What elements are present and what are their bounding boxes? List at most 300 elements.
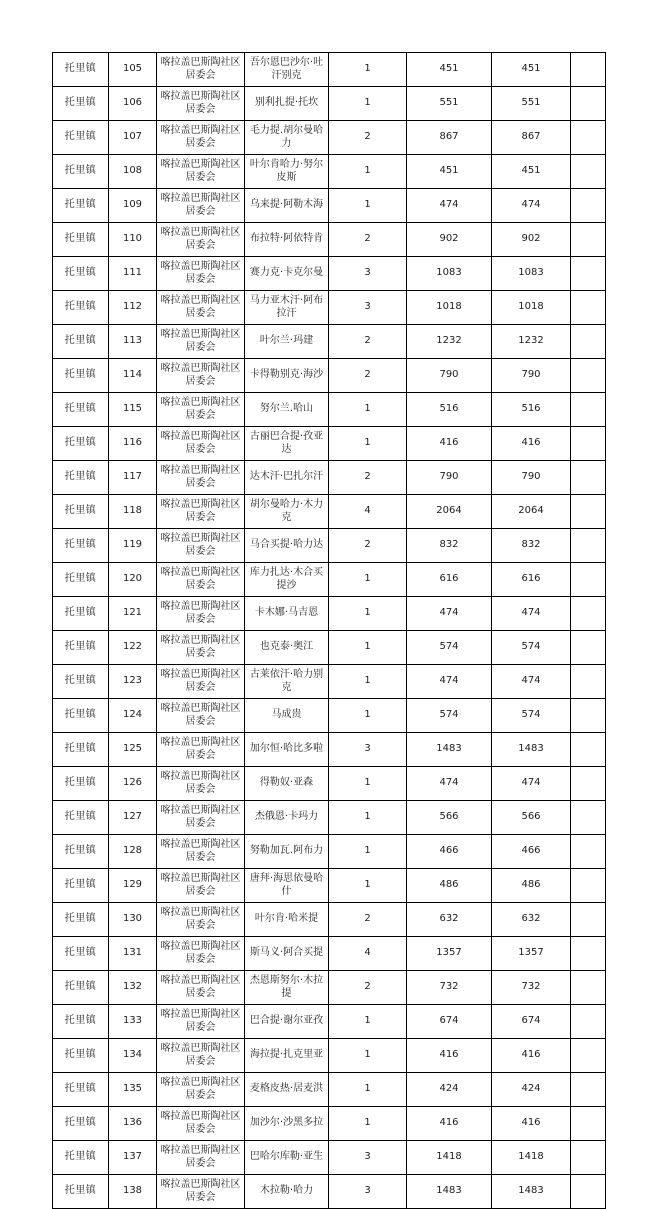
cell-remark	[571, 495, 606, 529]
cell-community: 喀拉盖巴斯陶社区居委会	[157, 869, 245, 903]
cell-amount: 674	[407, 1005, 492, 1039]
table-row	[53, 1107, 606, 1141]
cell-seq: 119	[109, 529, 157, 563]
subsidy-roster-table	[52, 52, 606, 1209]
cell-community: 喀拉盖巴斯陶社区居委会	[157, 1039, 245, 1073]
cell-town: 托里镇	[53, 359, 109, 393]
cell-remark	[571, 393, 606, 427]
cell-paid: 566	[492, 801, 571, 835]
table-row	[53, 325, 606, 359]
cell-community: 喀拉盖巴斯陶社区居委会	[157, 903, 245, 937]
cell-remark	[571, 257, 606, 291]
cell-name: 库力扎达·木合买提沙	[245, 563, 329, 597]
cell-paid: 474	[492, 767, 571, 801]
cell-amount: 474	[407, 189, 492, 223]
cell-town: 托里镇	[53, 87, 109, 121]
cell-name: 巴哈尔库勒·亚生	[245, 1141, 329, 1175]
cell-community: 喀拉盖巴斯陶社区居委会	[157, 937, 245, 971]
cell-remark	[571, 971, 606, 1005]
cell-community: 喀拉盖巴斯陶社区居委会	[157, 393, 245, 427]
cell-amount: 551	[407, 87, 492, 121]
cell-seq: 116	[109, 427, 157, 461]
cell-seq: 133	[109, 1005, 157, 1039]
cell-seq: 124	[109, 699, 157, 733]
cell-paid: 732	[492, 971, 571, 1005]
cell-seq: 128	[109, 835, 157, 869]
cell-town: 托里镇	[53, 767, 109, 801]
cell-count: 1	[329, 427, 407, 461]
cell-count: 2	[329, 325, 407, 359]
cell-town: 托里镇	[53, 529, 109, 563]
cell-remark	[571, 291, 606, 325]
cell-town: 托里镇	[53, 291, 109, 325]
cell-amount: 1083	[407, 257, 492, 291]
cell-name: 得勒奴·亚森	[245, 767, 329, 801]
cell-town: 托里镇	[53, 869, 109, 903]
cell-remark	[571, 155, 606, 189]
table-row	[53, 427, 606, 461]
cell-paid: 1357	[492, 937, 571, 971]
cell-name: 乌来提·阿勒木海	[245, 189, 329, 223]
cell-count: 4	[329, 495, 407, 529]
cell-amount: 616	[407, 563, 492, 597]
cell-count: 1	[329, 53, 407, 87]
cell-amount: 566	[407, 801, 492, 835]
cell-name: 努尔兰.哈山	[245, 393, 329, 427]
cell-count: 1	[329, 563, 407, 597]
cell-amount: 790	[407, 461, 492, 495]
cell-remark	[571, 53, 606, 87]
cell-name: 木拉勒·哈力	[245, 1175, 329, 1209]
cell-seq: 131	[109, 937, 157, 971]
table-row	[53, 529, 606, 563]
cell-paid: 790	[492, 359, 571, 393]
roster-table-container	[52, 52, 605, 1209]
cell-community: 喀拉盖巴斯陶社区居委会	[157, 733, 245, 767]
cell-paid: 1483	[492, 733, 571, 767]
cell-name: 别利扎提·托坎	[245, 87, 329, 121]
cell-community: 喀拉盖巴斯陶社区居委会	[157, 461, 245, 495]
cell-community: 喀拉盖巴斯陶社区居委会	[157, 1073, 245, 1107]
table-row	[53, 801, 606, 835]
cell-remark	[571, 1005, 606, 1039]
cell-amount: 1232	[407, 325, 492, 359]
cell-amount: 574	[407, 699, 492, 733]
cell-paid: 1418	[492, 1141, 571, 1175]
cell-seq: 109	[109, 189, 157, 223]
cell-seq: 121	[109, 597, 157, 631]
cell-paid: 867	[492, 121, 571, 155]
cell-town: 托里镇	[53, 53, 109, 87]
cell-count: 3	[329, 1141, 407, 1175]
cell-remark	[571, 1039, 606, 1073]
cell-remark	[571, 1141, 606, 1175]
cell-town: 托里镇	[53, 155, 109, 189]
cell-name: 赛力克·卡克尔曼	[245, 257, 329, 291]
cell-remark	[571, 665, 606, 699]
cell-paid: 451	[492, 155, 571, 189]
table-row	[53, 937, 606, 971]
cell-amount: 474	[407, 597, 492, 631]
cell-remark	[571, 1175, 606, 1209]
cell-seq: 118	[109, 495, 157, 529]
cell-count: 2	[329, 121, 407, 155]
cell-town: 托里镇	[53, 461, 109, 495]
cell-community: 喀拉盖巴斯陶社区居委会	[157, 189, 245, 223]
cell-community: 喀拉盖巴斯陶社区居委会	[157, 597, 245, 631]
cell-amount: 2064	[407, 495, 492, 529]
cell-town: 托里镇	[53, 1073, 109, 1107]
cell-remark	[571, 325, 606, 359]
cell-seq: 111	[109, 257, 157, 291]
table-row	[53, 53, 606, 87]
cell-amount: 732	[407, 971, 492, 1005]
cell-town: 托里镇	[53, 325, 109, 359]
table-row	[53, 1039, 606, 1073]
cell-count: 1	[329, 1073, 407, 1107]
cell-name: 卡得勒别克·海沙	[245, 359, 329, 393]
cell-name: 布拉特·阿依特肯	[245, 223, 329, 257]
cell-name: 卡木娜·马吉恩	[245, 597, 329, 631]
cell-name: 叶尔肯·哈米提	[245, 903, 329, 937]
cell-amount: 1483	[407, 733, 492, 767]
cell-count: 1	[329, 1039, 407, 1073]
cell-town: 托里镇	[53, 801, 109, 835]
cell-seq: 112	[109, 291, 157, 325]
cell-community: 喀拉盖巴斯陶社区居委会	[157, 665, 245, 699]
cell-name: 也克泰·奥江	[245, 631, 329, 665]
cell-seq: 110	[109, 223, 157, 257]
cell-seq: 115	[109, 393, 157, 427]
cell-paid: 474	[492, 665, 571, 699]
cell-paid: 902	[492, 223, 571, 257]
cell-amount: 1018	[407, 291, 492, 325]
cell-community: 喀拉盖巴斯陶社区居委会	[157, 427, 245, 461]
cell-town: 托里镇	[53, 257, 109, 291]
cell-paid: 551	[492, 87, 571, 121]
cell-seq: 135	[109, 1073, 157, 1107]
cell-name: 斯马义·阿合买提	[245, 937, 329, 971]
cell-amount: 632	[407, 903, 492, 937]
cell-count: 1	[329, 665, 407, 699]
table-row	[53, 1175, 606, 1209]
cell-paid: 574	[492, 699, 571, 733]
cell-count: 1	[329, 767, 407, 801]
table-row	[53, 359, 606, 393]
cell-name: 加尔恒·哈比多啦	[245, 733, 329, 767]
cell-name: 古莱依汗·哈力别克	[245, 665, 329, 699]
cell-paid: 2064	[492, 495, 571, 529]
cell-paid: 1483	[492, 1175, 571, 1209]
cell-remark	[571, 1107, 606, 1141]
cell-name: 巴合提·谢尔亚孜	[245, 1005, 329, 1039]
cell-remark	[571, 1073, 606, 1107]
cell-count: 2	[329, 359, 407, 393]
cell-paid: 416	[492, 1039, 571, 1073]
table-row	[53, 835, 606, 869]
table-row	[53, 869, 606, 903]
cell-paid: 424	[492, 1073, 571, 1107]
cell-amount: 451	[407, 155, 492, 189]
cell-community: 喀拉盖巴斯陶社区居委会	[157, 835, 245, 869]
cell-name: 毛力提.胡尔曼哈力	[245, 121, 329, 155]
cell-paid: 632	[492, 903, 571, 937]
table-row	[53, 121, 606, 155]
table-row	[53, 597, 606, 631]
table-row	[53, 971, 606, 1005]
cell-community: 喀拉盖巴斯陶社区居委会	[157, 1175, 245, 1209]
cell-amount: 451	[407, 53, 492, 87]
cell-name: 吾尔恩巴沙尔·吐汗别克	[245, 53, 329, 87]
cell-count: 4	[329, 937, 407, 971]
cell-community: 喀拉盖巴斯陶社区居委会	[157, 53, 245, 87]
cell-seq: 107	[109, 121, 157, 155]
cell-paid: 616	[492, 563, 571, 597]
cell-name: 达木汗·巴扎尔汗	[245, 461, 329, 495]
cell-community: 喀拉盖巴斯陶社区居委会	[157, 631, 245, 665]
cell-seq: 114	[109, 359, 157, 393]
cell-paid: 832	[492, 529, 571, 563]
cell-count: 1	[329, 835, 407, 869]
table-row	[53, 87, 606, 121]
cell-town: 托里镇	[53, 1141, 109, 1175]
table-row	[53, 223, 606, 257]
cell-remark	[571, 563, 606, 597]
cell-count: 1	[329, 1107, 407, 1141]
cell-community: 喀拉盖巴斯陶社区居委会	[157, 325, 245, 359]
cell-paid: 474	[492, 597, 571, 631]
cell-paid: 790	[492, 461, 571, 495]
table-row	[53, 495, 606, 529]
cell-count: 2	[329, 971, 407, 1005]
cell-paid: 516	[492, 393, 571, 427]
cell-seq: 120	[109, 563, 157, 597]
cell-remark	[571, 835, 606, 869]
cell-paid: 474	[492, 189, 571, 223]
cell-count: 1	[329, 869, 407, 903]
cell-town: 托里镇	[53, 121, 109, 155]
cell-count: 2	[329, 529, 407, 563]
cell-seq: 126	[109, 767, 157, 801]
cell-count: 3	[329, 291, 407, 325]
cell-amount: 832	[407, 529, 492, 563]
cell-community: 喀拉盖巴斯陶社区居委会	[157, 563, 245, 597]
cell-seq: 122	[109, 631, 157, 665]
cell-community: 喀拉盖巴斯陶社区居委会	[157, 87, 245, 121]
cell-town: 托里镇	[53, 665, 109, 699]
cell-remark	[571, 87, 606, 121]
cell-remark	[571, 359, 606, 393]
cell-seq: 134	[109, 1039, 157, 1073]
cell-name: 马成贵	[245, 699, 329, 733]
cell-community: 喀拉盖巴斯陶社区居委会	[157, 767, 245, 801]
cell-name: 杰恩斯努尔·木拉提	[245, 971, 329, 1005]
cell-town: 托里镇	[53, 1175, 109, 1209]
cell-town: 托里镇	[53, 427, 109, 461]
cell-community: 喀拉盖巴斯陶社区居委会	[157, 1005, 245, 1039]
cell-count: 3	[329, 1175, 407, 1209]
cell-amount: 416	[407, 1039, 492, 1073]
table-row	[53, 563, 606, 597]
cell-count: 2	[329, 903, 407, 937]
cell-remark	[571, 801, 606, 835]
cell-count: 2	[329, 223, 407, 257]
cell-town: 托里镇	[53, 937, 109, 971]
cell-town: 托里镇	[53, 393, 109, 427]
cell-name: 叶尔肯哈力·努尔皮斯	[245, 155, 329, 189]
cell-name: 胡尔曼哈力·木力克	[245, 495, 329, 529]
cell-count: 1	[329, 801, 407, 835]
cell-count: 2	[329, 461, 407, 495]
cell-seq: 113	[109, 325, 157, 359]
cell-community: 喀拉盖巴斯陶社区居委会	[157, 121, 245, 155]
table-row	[53, 1141, 606, 1175]
cell-name: 海拉提·扎克里亚	[245, 1039, 329, 1073]
cell-town: 托里镇	[53, 835, 109, 869]
cell-amount: 416	[407, 1107, 492, 1141]
cell-community: 喀拉盖巴斯陶社区居委会	[157, 529, 245, 563]
table-row	[53, 1073, 606, 1107]
cell-remark	[571, 529, 606, 563]
cell-seq: 125	[109, 733, 157, 767]
cell-seq: 129	[109, 869, 157, 903]
cell-name: 杰俄恩·卡玛力	[245, 801, 329, 835]
cell-seq: 136	[109, 1107, 157, 1141]
cell-community: 喀拉盖巴斯陶社区居委会	[157, 1107, 245, 1141]
cell-remark	[571, 597, 606, 631]
cell-paid: 1232	[492, 325, 571, 359]
table-row	[53, 155, 606, 189]
cell-count: 3	[329, 257, 407, 291]
cell-community: 喀拉盖巴斯陶社区居委会	[157, 291, 245, 325]
cell-town: 托里镇	[53, 495, 109, 529]
cell-paid: 416	[492, 427, 571, 461]
cell-community: 喀拉盖巴斯陶社区居委会	[157, 971, 245, 1005]
cell-seq: 127	[109, 801, 157, 835]
cell-amount: 1418	[407, 1141, 492, 1175]
cell-town: 托里镇	[53, 699, 109, 733]
table-row	[53, 699, 606, 733]
cell-town: 托里镇	[53, 903, 109, 937]
cell-amount: 424	[407, 1073, 492, 1107]
cell-name: 努勒加瓦.阿布力	[245, 835, 329, 869]
cell-paid: 1018	[492, 291, 571, 325]
table-row	[53, 189, 606, 223]
cell-name: 叶尔兰·玛建	[245, 325, 329, 359]
cell-amount: 902	[407, 223, 492, 257]
cell-remark	[571, 937, 606, 971]
table-row	[53, 257, 606, 291]
cell-amount: 790	[407, 359, 492, 393]
table-row	[53, 291, 606, 325]
cell-seq: 130	[109, 903, 157, 937]
table-row	[53, 461, 606, 495]
cell-remark	[571, 699, 606, 733]
cell-remark	[571, 733, 606, 767]
cell-paid: 674	[492, 1005, 571, 1039]
cell-remark	[571, 767, 606, 801]
cell-community: 喀拉盖巴斯陶社区居委会	[157, 1141, 245, 1175]
cell-seq: 138	[109, 1175, 157, 1209]
table-row	[53, 903, 606, 937]
cell-town: 托里镇	[53, 563, 109, 597]
roster-table-body	[53, 53, 606, 1209]
table-row	[53, 665, 606, 699]
cell-count: 1	[329, 631, 407, 665]
cell-amount: 466	[407, 835, 492, 869]
cell-town: 托里镇	[53, 223, 109, 257]
cell-seq: 105	[109, 53, 157, 87]
cell-remark	[571, 903, 606, 937]
cell-remark	[571, 427, 606, 461]
cell-amount: 474	[407, 767, 492, 801]
cell-paid: 466	[492, 835, 571, 869]
cell-count: 1	[329, 87, 407, 121]
cell-town: 托里镇	[53, 631, 109, 665]
cell-remark	[571, 869, 606, 903]
table-row	[53, 393, 606, 427]
cell-amount: 474	[407, 665, 492, 699]
cell-paid: 451	[492, 53, 571, 87]
cell-seq: 117	[109, 461, 157, 495]
cell-amount: 1483	[407, 1175, 492, 1209]
cell-community: 喀拉盖巴斯陶社区居委会	[157, 359, 245, 393]
cell-remark	[571, 121, 606, 155]
cell-community: 喀拉盖巴斯陶社区居委会	[157, 223, 245, 257]
cell-amount: 1357	[407, 937, 492, 971]
cell-count: 1	[329, 699, 407, 733]
cell-count: 1	[329, 155, 407, 189]
cell-town: 托里镇	[53, 189, 109, 223]
cell-seq: 108	[109, 155, 157, 189]
cell-name: 加沙尔·沙黑多拉	[245, 1107, 329, 1141]
cell-count: 1	[329, 1005, 407, 1039]
cell-seq: 137	[109, 1141, 157, 1175]
cell-amount: 574	[407, 631, 492, 665]
table-row	[53, 1005, 606, 1039]
cell-count: 1	[329, 393, 407, 427]
cell-name: 古丽巴合提·孜亚达	[245, 427, 329, 461]
cell-town: 托里镇	[53, 1005, 109, 1039]
cell-count: 1	[329, 189, 407, 223]
cell-count: 3	[329, 733, 407, 767]
cell-seq: 132	[109, 971, 157, 1005]
cell-community: 喀拉盖巴斯陶社区居委会	[157, 801, 245, 835]
cell-remark	[571, 461, 606, 495]
cell-name: 唐拜·海思依曼哈什	[245, 869, 329, 903]
cell-paid: 1083	[492, 257, 571, 291]
cell-town: 托里镇	[53, 1107, 109, 1141]
cell-remark	[571, 189, 606, 223]
cell-community: 喀拉盖巴斯陶社区居委会	[157, 699, 245, 733]
cell-count: 1	[329, 597, 407, 631]
cell-seq: 106	[109, 87, 157, 121]
cell-amount: 867	[407, 121, 492, 155]
cell-amount: 416	[407, 427, 492, 461]
cell-remark	[571, 223, 606, 257]
cell-town: 托里镇	[53, 1039, 109, 1073]
cell-town: 托里镇	[53, 971, 109, 1005]
cell-town: 托里镇	[53, 733, 109, 767]
cell-amount: 486	[407, 869, 492, 903]
table-row	[53, 631, 606, 665]
cell-community: 喀拉盖巴斯陶社区居委会	[157, 495, 245, 529]
cell-amount: 516	[407, 393, 492, 427]
cell-name: 马合买提·哈力达	[245, 529, 329, 563]
cell-paid: 416	[492, 1107, 571, 1141]
cell-seq: 123	[109, 665, 157, 699]
cell-remark	[571, 631, 606, 665]
